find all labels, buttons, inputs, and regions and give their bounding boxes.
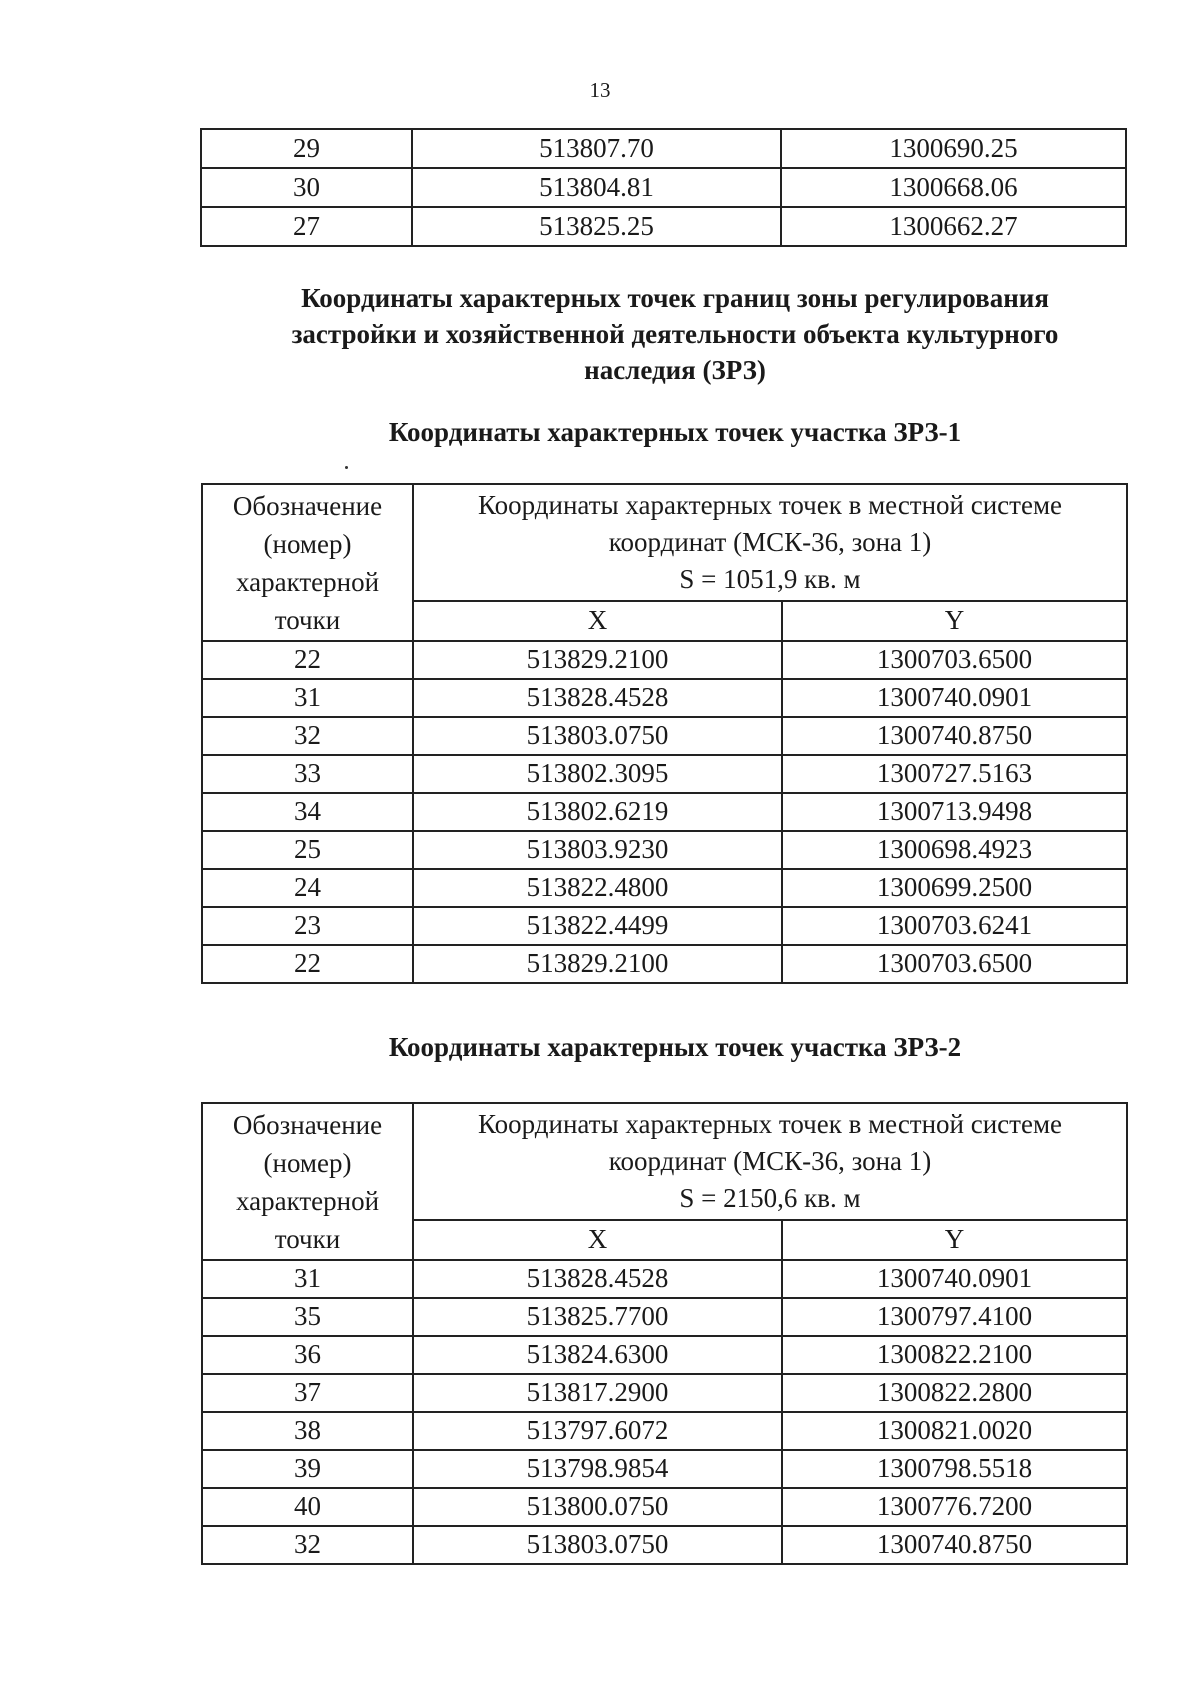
table-row (202, 1374, 1127, 1412)
point-number-cell: 36 (202, 1336, 413, 1374)
header-text: координат (МСК-36, зона 1) (608, 1146, 932, 1176)
y-coordinate-cell: 1300703.6241 (782, 907, 1127, 945)
area-text: S = 1051,9 кв. м (679, 564, 861, 594)
section-heading (230, 280, 1120, 388)
table-row (202, 945, 1127, 983)
area-text: S = 2150,6 кв. м (679, 1183, 861, 1213)
x-coordinate-cell: 513800.0750 (413, 1488, 782, 1526)
y-coordinate-cell: 1300740.0901 (782, 1260, 1127, 1298)
y-column-header: Y (782, 601, 1127, 641)
y-coordinate-cell: 1300703.6500 (782, 641, 1127, 679)
table-body (201, 129, 1126, 246)
point-number-cell: 32 (202, 1526, 413, 1564)
table-row (202, 641, 1127, 679)
heading-line: застройки и хозяйственной деятельности объекта культурного (291, 319, 1059, 349)
point-number-cell: 33 (202, 755, 413, 793)
x-coordinate-cell: 513798.9854 (413, 1450, 782, 1488)
point-number-cell: 24 (202, 869, 413, 907)
point-number-cell: 39 (202, 1450, 413, 1488)
x-coordinate-cell: 513804.81 (412, 168, 781, 207)
y-coordinate-cell: 1300662.27 (781, 207, 1126, 246)
point-number-cell: 25 (202, 831, 413, 869)
point-number-cell: 38 (202, 1412, 413, 1450)
zrz1-coordinates-table (201, 483, 1128, 984)
table-row (202, 1260, 1127, 1298)
header-text: точки (274, 1223, 341, 1254)
point-number-cell: 30 (201, 168, 412, 207)
x-coordinate-cell: 513822.4499 (413, 907, 782, 945)
y-coordinate-cell: 1300798.5518 (782, 1450, 1127, 1488)
point-number-cell: 35 (202, 1298, 413, 1336)
coords-header-cell (413, 1103, 1127, 1220)
point-number-cell: 22 (202, 641, 413, 679)
point-number-cell: 32 (202, 717, 413, 755)
header-text: точки (274, 604, 341, 635)
page-number: 13 (589, 78, 611, 102)
point-number-cell: 22 (202, 945, 413, 983)
header-row (202, 1103, 1127, 1220)
coordinates-table-continued (200, 128, 1127, 247)
y-coordinate-cell: 1300822.2800 (782, 1374, 1127, 1412)
table-row (202, 1336, 1127, 1374)
coords-header-cell (413, 484, 1127, 601)
y-coordinate-cell: 1300668.06 (781, 168, 1126, 207)
table-row (202, 717, 1127, 755)
y-coordinate-cell: 1300727.5163 (782, 755, 1127, 793)
x-column-header: X (413, 601, 782, 641)
point-number-cell: 31 (202, 1260, 413, 1298)
y-coordinate-cell: 1300713.9498 (782, 793, 1127, 831)
x-coordinate-cell: 513829.2100 (413, 641, 782, 679)
zrz1-heading: Координаты характерных точек участка ЗРЗ-1 (388, 417, 962, 447)
point-number-cell: 34 (202, 793, 413, 831)
table-row (202, 755, 1127, 793)
x-coordinate-cell: 513802.3095 (413, 755, 782, 793)
table-row (202, 793, 1127, 831)
x-coordinate-cell: 513828.4528 (413, 679, 782, 717)
y-coordinate-cell: 1300698.4923 (782, 831, 1127, 869)
x-coordinate-cell: 513807.70 (412, 129, 781, 168)
x-column-header: X (413, 1220, 782, 1260)
point-number-cell: 29 (201, 129, 412, 168)
table-row (201, 207, 1126, 246)
y-column-header: Y (782, 1220, 1127, 1260)
y-coordinate-cell: 1300740.8750 (782, 717, 1127, 755)
x-coordinate-cell: 513802.6219 (413, 793, 782, 831)
point-number-cell: 40 (202, 1488, 413, 1526)
point-number-cell: 37 (202, 1374, 413, 1412)
table-row (202, 1488, 1127, 1526)
header-text: Координаты характерных точек в местной системе (477, 490, 1063, 520)
table-row (201, 129, 1126, 168)
heading-line: Координаты характерных точек границ зоны регулирования (301, 283, 1049, 313)
y-coordinate-cell: 1300740.0901 (782, 679, 1127, 717)
x-coordinate-cell: 513824.6300 (413, 1336, 782, 1374)
y-coordinate-cell: 1300740.8750 (782, 1526, 1127, 1564)
table-row (202, 1450, 1127, 1488)
y-coordinate-cell: 1300822.2100 (782, 1336, 1127, 1374)
header-text: Обозначение (232, 1109, 383, 1140)
point-header-cell (202, 1103, 413, 1260)
table-row (202, 1526, 1127, 1564)
scan-dot (345, 466, 348, 469)
table-body (202, 1103, 1127, 1564)
x-coordinate-cell: 513822.4800 (413, 869, 782, 907)
header-row (202, 484, 1127, 601)
table-row (202, 679, 1127, 717)
point-number-cell: 23 (202, 907, 413, 945)
table-row (202, 1412, 1127, 1450)
header-text: (номер) (263, 528, 352, 559)
header-text: Координаты характерных точек в местной системе (477, 1109, 1063, 1139)
x-coordinate-cell: 513825.25 (412, 207, 781, 246)
point-number-cell: 27 (201, 207, 412, 246)
y-coordinate-cell: 1300821.0020 (782, 1412, 1127, 1450)
zrz2-coordinates-table (201, 1102, 1128, 1565)
zrz2-heading: Координаты характерных точек участка ЗРЗ-2 (388, 1032, 962, 1062)
table-row (202, 907, 1127, 945)
y-coordinate-cell: 1300690.25 (781, 129, 1126, 168)
header-text: характерной (235, 566, 380, 597)
x-coordinate-cell: 513803.9230 (413, 831, 782, 869)
table-row (202, 831, 1127, 869)
header-text: (номер) (263, 1147, 352, 1178)
x-coordinate-cell: 513825.7700 (413, 1298, 782, 1336)
x-coordinate-cell: 513828.4528 (413, 1260, 782, 1298)
y-coordinate-cell: 1300797.4100 (782, 1298, 1127, 1336)
table-row (202, 869, 1127, 907)
x-coordinate-cell: 513817.2900 (413, 1374, 782, 1412)
table-row (201, 168, 1126, 207)
x-coordinate-cell: 513803.0750 (413, 1526, 782, 1564)
point-header-cell (202, 484, 413, 641)
header-text: координат (МСК-36, зона 1) (608, 527, 932, 557)
header-text: характерной (235, 1185, 380, 1216)
header-text: Обозначение (232, 490, 383, 521)
table-body (202, 484, 1127, 983)
y-coordinate-cell: 1300703.6500 (782, 945, 1127, 983)
x-coordinate-cell: 513829.2100 (413, 945, 782, 983)
x-coordinate-cell: 513797.6072 (413, 1412, 782, 1450)
heading-line: наследия (ЗРЗ) (584, 355, 766, 385)
y-coordinate-cell: 1300699.2500 (782, 869, 1127, 907)
x-coordinate-cell: 513803.0750 (413, 717, 782, 755)
point-number-cell: 31 (202, 679, 413, 717)
y-coordinate-cell: 1300776.7200 (782, 1488, 1127, 1526)
table-row (202, 1298, 1127, 1336)
